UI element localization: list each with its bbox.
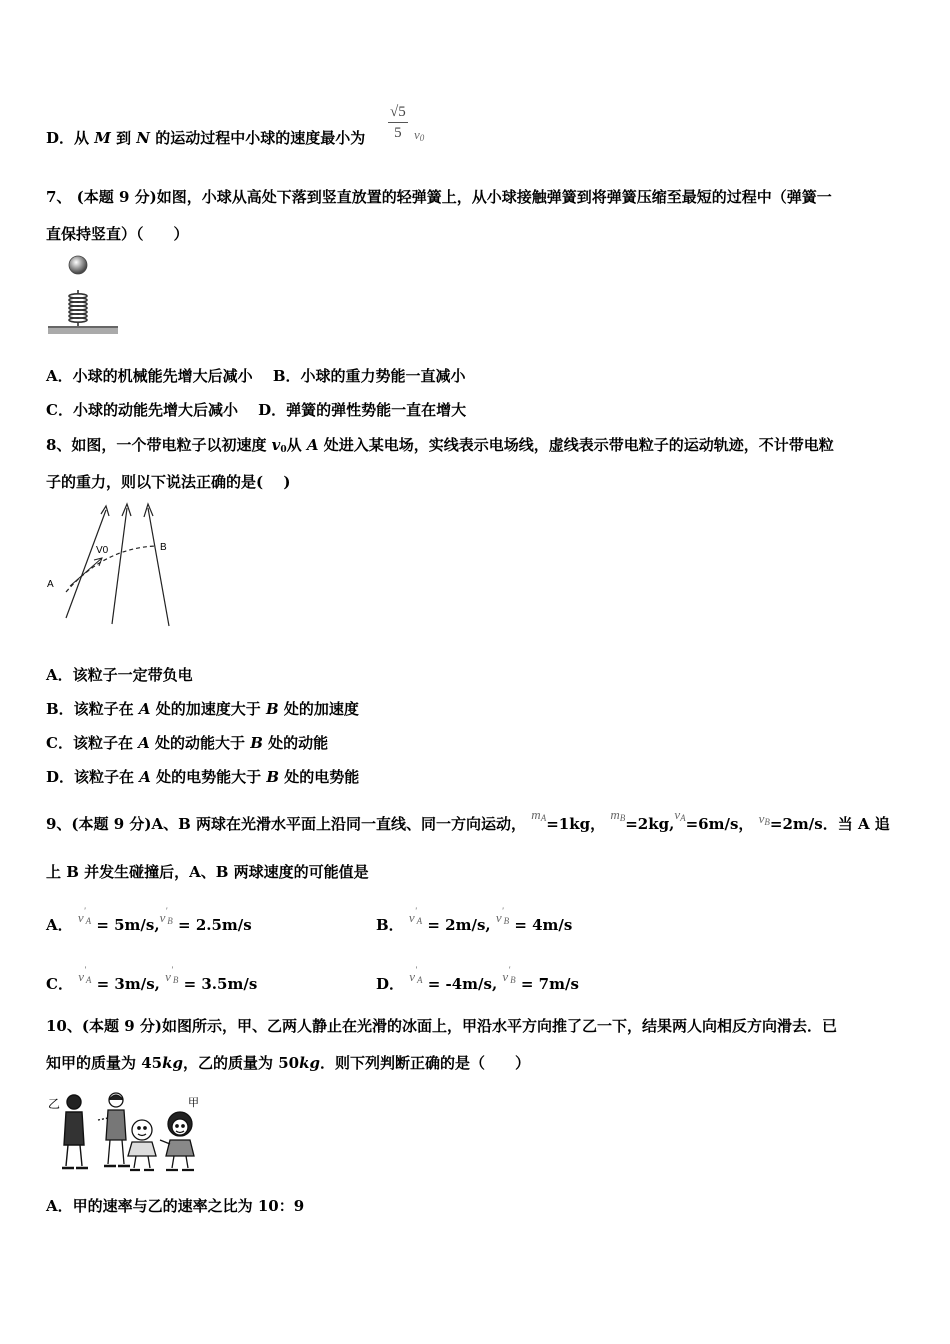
v-sub: A	[680, 813, 686, 823]
q8-stem-line1	[46, 435, 834, 460]
trajectory-path	[66, 546, 156, 592]
q6-option-d	[46, 128, 365, 148]
va-value: = -4m/s,	[427, 975, 498, 993]
q8-d-text2: 处的电势能大于	[150, 768, 267, 786]
v-symbol: v	[165, 969, 171, 984]
sub-a: A	[85, 975, 92, 985]
m-sub: A	[540, 813, 547, 823]
q6-v0	[414, 127, 424, 143]
q9-mB	[610, 807, 625, 822]
option-label: D．	[376, 975, 405, 993]
prime: '	[83, 906, 86, 916]
q9-vA-val: =6m/s，	[685, 815, 754, 833]
v-symbol: v	[414, 127, 420, 142]
sub-a: A	[416, 916, 423, 926]
va-prime	[77, 906, 92, 926]
electric-field-figure	[44, 500, 184, 630]
va-prime	[78, 965, 92, 985]
q9-vB-val: =2m/s．当 A 追	[769, 815, 890, 833]
q10-stem-line2	[46, 1053, 530, 1073]
person-yi-adult-icon	[62, 1095, 88, 1168]
q9-option-c	[46, 965, 258, 998]
q8-b-A: A	[138, 700, 151, 718]
fraction-denominator: 5	[394, 125, 402, 141]
sub-b: B	[510, 975, 516, 985]
person-yi-child-icon	[98, 1093, 130, 1166]
q8-c-A: A	[138, 734, 150, 752]
v0-arrow	[70, 558, 102, 586]
q8-option-d	[46, 767, 359, 787]
fraction-numerator: √5	[388, 102, 408, 123]
v-symbol: v	[159, 910, 166, 925]
q8-option-a: A．该粒子一定带负电	[46, 666, 193, 684]
sub-a: A	[416, 975, 423, 985]
q9-option-b	[376, 906, 573, 939]
q8-text-c: 处进入某电场，实线表示电场线，虚线表示带电粒子的运动轨迹，不计带电粒	[318, 436, 834, 454]
vb-value: = 2.5m/s	[178, 916, 252, 934]
field-line-middle	[112, 508, 127, 624]
q9-stem-line2: 上 B 并发生碰撞后，A、B 两球速度的可能值是	[46, 863, 369, 881]
q8-b-text1: B．该粒子在	[46, 700, 139, 718]
q9-option-a	[46, 906, 252, 939]
q8-d-text3: 处的电势能	[279, 768, 360, 786]
q10-text-c: ．则下列判断正确的是（ ）	[320, 1054, 531, 1072]
q8-b-text2: 处的加速度大于	[150, 700, 266, 718]
q6-d-rest: 的运动过程中小球的速度最小为	[150, 129, 366, 147]
q10-kg2: kg	[299, 1054, 320, 1072]
prime: '	[501, 906, 504, 916]
option-label: A．	[46, 916, 73, 934]
field-line-right	[148, 508, 169, 626]
va-prime	[409, 965, 423, 985]
q10-text-b: ，乙的质量为 50	[183, 1054, 300, 1072]
q9-mA-val: =1kg，	[546, 815, 606, 833]
m-symbol: m	[610, 807, 620, 822]
q8-point-a: A	[306, 436, 319, 454]
sub-b: B	[172, 975, 179, 985]
q8-v0-sub: 0	[280, 445, 287, 455]
sub-b: B	[167, 916, 173, 926]
v-sub: B	[764, 817, 770, 827]
spring-icon	[69, 290, 87, 326]
q8-c-text3: 处的动能	[262, 734, 329, 752]
vb-prime	[165, 965, 179, 985]
m-sub: B	[619, 813, 626, 823]
vb-prime	[495, 906, 510, 926]
q7-options-row1: A．小球的机械能先增大后减小 B．小球的重力势能一直减小	[46, 367, 466, 385]
q10-option-a: A．甲的速率与乙的速率之比为 10：9	[46, 1197, 305, 1215]
q6-d-m: M	[94, 129, 111, 147]
q9-text-a: 9、(本题 9 分)A、B 两球在光滑水平面上沿同一直线、同一方向运动，	[46, 815, 527, 833]
q8-c-text1: C．该粒子在	[46, 734, 139, 752]
q6-d-n: N	[136, 129, 151, 147]
v-subscript: 0	[419, 133, 425, 143]
va-prime	[408, 906, 423, 926]
label-yi: 乙	[48, 1097, 61, 1111]
q8-d-B: B	[266, 768, 280, 786]
person-jia-icon	[160, 1112, 194, 1170]
q8-c-text2: 处的动能大于	[149, 734, 251, 752]
vb-value: = 3.5m/s	[183, 975, 258, 993]
v-symbol: v	[409, 969, 416, 984]
vb-value: = 4m/s	[514, 916, 573, 934]
option-label: B．	[376, 916, 404, 934]
q9-option-d	[376, 965, 579, 998]
skaters-figure	[46, 1090, 206, 1180]
q7-stem-line1: 7、 (本题 9 分)如图，小球从高处下落到竖直放置的轻弹簧上，从小球接触弹簧到将弹簧压缩至最短的过程中（弹簧一	[46, 188, 832, 206]
q9-vB	[759, 811, 770, 826]
q9-stem-line1	[46, 807, 890, 838]
prime: '	[415, 965, 417, 975]
label-a: A	[47, 579, 54, 590]
v-symbol: v	[674, 807, 681, 822]
label-jia: 甲	[188, 1096, 199, 1109]
q8-option-b	[46, 699, 359, 719]
q7-stem-line2: 直保持竖直）（ ）	[46, 225, 189, 243]
v-symbol: v	[77, 910, 84, 925]
vb-prime	[502, 965, 516, 985]
m-symbol: m	[531, 807, 541, 822]
v-symbol: v	[78, 969, 84, 984]
q8-d-A: A	[139, 768, 151, 786]
q8-v0: v	[271, 436, 281, 454]
va-value: = 2m/s,	[427, 916, 491, 934]
q6-d-prefix: D．从	[46, 129, 95, 147]
sub-a: A	[85, 916, 92, 926]
q6-d-mid: 到	[110, 129, 137, 147]
q10-stem-line1: 10、(本题 9 分)如图所示，甲、乙两人静止在光滑的冰面上，甲沿水平方向推了乙一下，结果两人向相反方向滑去．已	[46, 1017, 837, 1035]
q8-c-B: B	[250, 734, 263, 752]
label-b: B	[160, 542, 167, 553]
prime: '	[508, 965, 511, 975]
ground-icon	[48, 327, 118, 334]
prime: '	[83, 965, 86, 975]
vb-prime	[159, 906, 173, 926]
v-symbol: v	[408, 910, 415, 925]
prime: '	[170, 965, 173, 975]
option-label: C．	[46, 975, 73, 993]
label-v0: V0	[96, 545, 109, 556]
q10-text-a: 知甲的质量为 45	[46, 1054, 163, 1072]
q8-d-text1: D．该粒子在	[46, 768, 140, 786]
q6-fraction	[388, 102, 408, 143]
prime: '	[414, 906, 417, 916]
q7-options-row2: C．小球的动能先增大后减小 D．弹簧的弹性势能一直在增大	[46, 401, 467, 419]
q10-kg1: kg	[162, 1054, 183, 1072]
v-symbol: v	[758, 811, 765, 826]
q8-text-b: 从	[286, 436, 307, 454]
ball-spring-figure	[44, 254, 124, 340]
q9-vA	[674, 807, 685, 822]
vb-value: = 7m/s	[520, 975, 579, 993]
field-lines	[66, 504, 169, 626]
v-symbol: v	[495, 910, 502, 925]
q8-stem-line2: 子的重力，则以下说法正确的是( )	[46, 473, 291, 491]
va-value: = 5m/s,	[96, 916, 160, 934]
q8-text-a: 8、如图，一个带电粒子以初速度	[46, 436, 272, 454]
person-girl-icon	[128, 1120, 156, 1170]
q9-mB-val: =2kg,	[625, 815, 675, 833]
va-value: = 3m/s,	[96, 975, 160, 993]
sub-b: B	[503, 916, 510, 926]
v-symbol: v	[502, 969, 509, 984]
q8-b-B: B	[266, 700, 279, 718]
q8-b-text3: 处的加速度	[278, 700, 359, 718]
q8-option-c	[46, 733, 328, 753]
ball-icon	[69, 256, 87, 274]
q9-mA	[531, 807, 546, 822]
prime: '	[165, 906, 168, 916]
